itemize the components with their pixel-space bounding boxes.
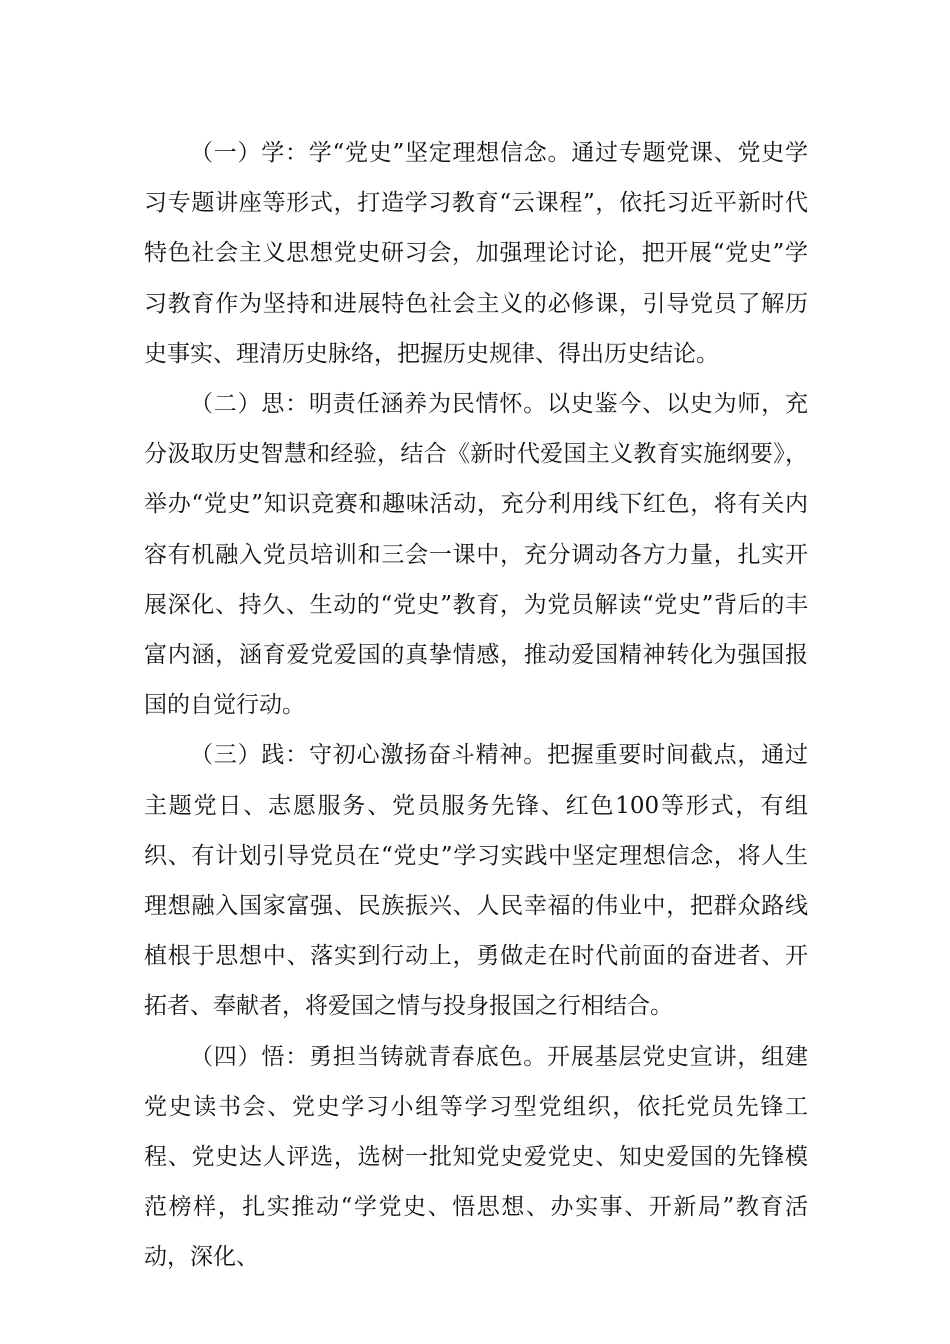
paragraph-4: （四）悟：勇担当铸就青春底色。开展基层党史宣讲，组建党史读书会、党史学习小组等学习型党组织，依托党员先锋工程、党史达人评选，选树一批知党史爱党史、知史爱国的先锋模范榜样，扎实推动“学党史、悟思想、办实事、开新局”教育活动，深化、	[144, 1043, 808, 1271]
paragraph-2: （二）思：明责任涵养为民情怀。以史鉴今、以史为师，充分汲取历史智慧和经验，结合《新时代爱国主义教育实施纲要》，举办“党史”知识竞赛和趣味活动，充分利用线下红色，将有关内容有机融入党员培训和三会一课中，充分调动各方力量，扎实开展深化、持久、生动的“党史”教育，为党员解读“党史”背后的丰富内涵，涵育爱党爱国的真挚情感，推动爱国精神转化为强国报国的自觉行动。	[144, 391, 808, 719]
paragraph-3: （三）践：守初心激扬奋斗精神。把握重要时间截点，通过主题党日、志愿服务、党员服务先锋、红色100等形式，有组织、有计划引导党员在“党史”学习实践中坚定理想信念，将人生理想融入国家富强、民族振兴、人民幸福的伟业中，把群众路线植根于思想中、落实到行动上，勇做走在时代前面的奋进者、开拓者、奉献者，将爱国之情与投身报国之行相结合。	[144, 742, 808, 1020]
paragraph-1: （一）学：学“党史”坚定理想信念。通过专题党课、党史学习专题讲座等形式，打造学习教育“云课程”，依托习近平新时代特色社会主义思想党史研习会，加强理论讨论，把开展“党史”学习教育作为坚持和进展特色社会主义的必修课，引导党员了解历史事实、理清历史脉络，把握历史规律、得出历史结论。	[144, 140, 808, 367]
document-page	[144, 128, 808, 1283]
